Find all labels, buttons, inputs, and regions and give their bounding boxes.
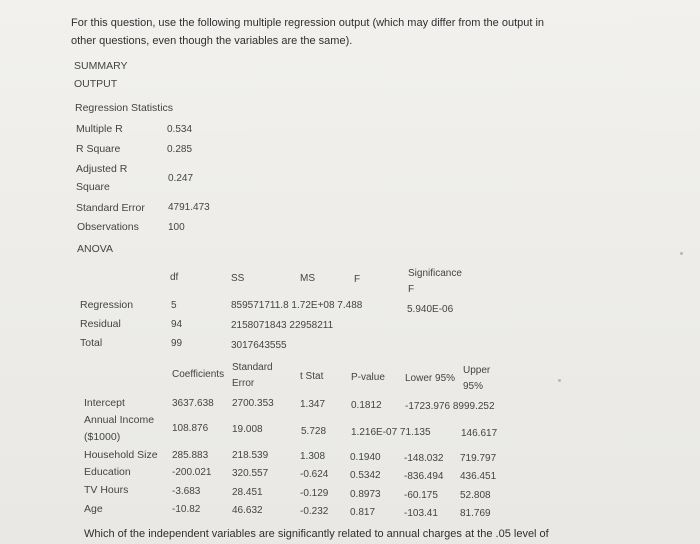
- anova-regression-df: 5: [171, 300, 177, 311]
- summary-title-line-2: OUTPUT: [74, 78, 118, 90]
- age-lower-95: -103.41: [404, 508, 438, 519]
- r-square-label: R Square: [76, 143, 121, 155]
- annual-income-upper: 146.617: [461, 428, 498, 439]
- anova-header-f: F: [354, 274, 361, 285]
- intercept-lower-upper: -1723.976 8999.252: [405, 401, 495, 412]
- coef-header-standard-error-1: Standard: [232, 362, 273, 373]
- adjusted-r-square-label-2: Square: [76, 181, 110, 193]
- observations-label: Observations: [77, 221, 139, 233]
- annual-income-label-1: Annual Income: [84, 414, 155, 426]
- intercept-p-value: 0.1812: [351, 400, 382, 411]
- multiple-r-value: 0.534: [167, 124, 193, 135]
- multiple-r-label: Multiple R: [76, 123, 123, 135]
- anova-header-ms: MS: [300, 273, 315, 284]
- anova-regression-label: Regression: [80, 299, 134, 311]
- age-t-stat: -0.232: [300, 506, 329, 517]
- education-upper-95: 436.451: [460, 471, 497, 482]
- tv-hours-label: TV Hours: [84, 484, 129, 496]
- intercept-label: Intercept: [84, 397, 125, 409]
- intercept-standard-error: 2700.353: [232, 398, 274, 409]
- coef-header-t-stat: t Stat: [300, 371, 324, 382]
- annual-income-standard-error: 19.008: [232, 424, 263, 435]
- annual-income-label-2: ($1000): [84, 431, 121, 443]
- intercept-coefficient: 3637.638: [172, 398, 214, 409]
- age-coefficient: -10.82: [172, 504, 201, 515]
- anova-total-ss: 3017643555: [231, 340, 287, 351]
- intercept-t-stat: 1.347: [300, 399, 326, 410]
- speck-mark: [558, 379, 561, 382]
- coef-header-upper-95-1: Upper: [463, 365, 491, 376]
- education-standard-error: 320.557: [232, 468, 269, 479]
- standard-error-value: 4791.473: [168, 202, 210, 213]
- anova-residual-label: Residual: [80, 318, 121, 330]
- anova-header-significance-1: Significance: [408, 268, 462, 279]
- tv-hours-lower-95: -60.175: [404, 490, 438, 501]
- household-size-lower-95: -148.032: [404, 453, 444, 464]
- speck-mark: [680, 252, 683, 255]
- education-t-stat: -0.624: [300, 469, 329, 480]
- age-standard-error: 46.632: [232, 505, 263, 516]
- anova-header-significance-2: F: [408, 284, 415, 295]
- regression-statistics-title: Regression Statistics: [75, 102, 174, 114]
- age-upper-95: 81.769: [460, 508, 491, 519]
- household-size-label: Household Size: [84, 449, 158, 461]
- coef-header-p-value: P-value: [351, 372, 385, 383]
- anova-header-ss: SS: [231, 273, 245, 284]
- coef-header-coefficients: Coefficients: [172, 369, 225, 380]
- anova-header-df: df: [170, 272, 179, 283]
- education-label: Education: [84, 466, 131, 478]
- r-square-value: 0.285: [167, 144, 193, 155]
- anova-regression-significance: 5.940E-06: [407, 304, 454, 315]
- adjusted-r-square-value: 0.247: [168, 173, 194, 184]
- tv-hours-upper-95: 52.808: [460, 490, 491, 501]
- question-line-2: other questions, even though the variables are the same).: [71, 35, 353, 47]
- anova-total-df: 99: [171, 338, 183, 349]
- coef-header-upper-95-2: 95%: [463, 381, 484, 392]
- household-size-upper-95: 719.797: [460, 453, 497, 464]
- age-p-value: 0.817: [350, 507, 376, 518]
- annual-income-coefficient: 108.876: [172, 423, 209, 434]
- adjusted-r-square-label-1: Adjusted R: [76, 163, 128, 175]
- question-line-1: For this question, use the following multiple regression output (which may differ from the output in: [71, 17, 545, 29]
- annual-income-p-lower: 1.216E-07 71.135: [351, 427, 431, 438]
- coef-header-lower-95: Lower 95%: [405, 373, 456, 384]
- household-size-p-value: 0.1940: [350, 452, 381, 463]
- anova-residual-ss-ms: 2158071843 22958211: [231, 320, 334, 331]
- anova-residual-df: 94: [171, 319, 183, 330]
- summary-title-line-1: SUMMARY: [74, 60, 128, 72]
- observations-value: 100: [168, 222, 185, 233]
- annual-income-t-stat: 5.728: [301, 426, 327, 437]
- education-lower-95: -836.494: [404, 471, 444, 482]
- household-size-t-stat: 1.308: [300, 451, 326, 462]
- coef-header-standard-error-2: Error: [232, 378, 255, 389]
- education-p-value: 0.5342: [350, 470, 381, 481]
- household-size-standard-error: 218.539: [232, 450, 269, 461]
- tv-hours-t-stat: -0.129: [300, 488, 329, 499]
- tv-hours-coefficient: -3.683: [172, 486, 201, 497]
- age-label: Age: [84, 503, 103, 515]
- anova-total-label: Total: [80, 337, 103, 349]
- household-size-coefficient: 285.883: [172, 450, 209, 461]
- tv-hours-standard-error: 28.451: [232, 487, 263, 498]
- standard-error-label: Standard Error: [76, 202, 145, 214]
- education-coefficient: -200.021: [172, 467, 212, 478]
- anova-title: ANOVA: [77, 243, 113, 255]
- question-footer: Which of the independent variables are significantly related to annual charges at the .05 level of: [84, 528, 549, 540]
- tv-hours-p-value: 0.8973: [350, 489, 381, 500]
- anova-regression-ss-ms-f: 859571711.8 1.72E+08 7.488: [231, 300, 363, 311]
